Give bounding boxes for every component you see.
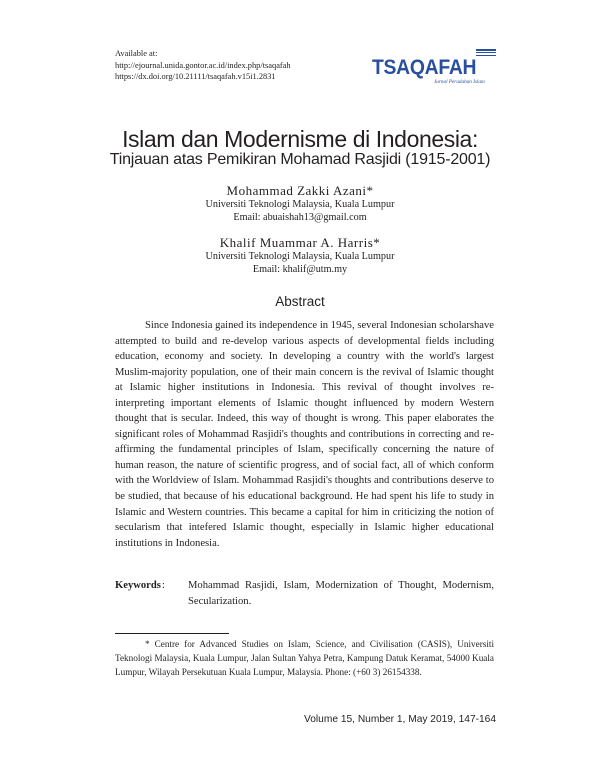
availability-block — [115, 48, 291, 83]
author-affiliation: Universiti Teknologi Malaysia, Kuala Lumpur — [205, 199, 395, 210]
logo-stripes-icon — [476, 49, 496, 58]
author-name: Mohammad Zakki Azani* — [226, 183, 374, 198]
logo-text: TSAQAFAH — [372, 55, 477, 79]
abstract-heading: Abstract — [275, 294, 325, 309]
journal-logo — [372, 49, 500, 89]
footnote: * Centre for Advanced Studies on Islam, Science, and Civilisation (CASIS), Universiti Teknologi Malaysia, Kuala Lumpur, Jalan Sultan Yahya Petra, Kampung Datuk Keramat, 54000 Kuala Lumpur, Wilayah Persekutuan Kuala Lumpur, Malaysia. Phone: (+60 3) 26154338. — [115, 639, 494, 677]
keywords-label: Keywords — [115, 580, 161, 591]
abstract-body: Since Indonesia gained its independence in 1945, several Indonesian scholarshave attempted to build and re-develop various aspects of developmental fields including education, economy and society. In developing a country with the world's largest Muslim-majority population, one of their main concern is the revival of Islamic thought at Islamic higher institutions in Indonesia. This revival of thought involves re-interpreting important elements of Islamic thought influenced by modern Western thought that is secular. Indeed, this way of thought is wrong. This paper elaborates the significant roles of Mohammad Rasjidi's thoughts and contributions in correcting and re-affirming the fundamental principles of Islam, specifically concerning the nature of human reason, the nature of scientific progress, and of social fact, all of which conform with the Worldview of Islam. Mohammad Rasjidi's thoughts and contributions deserve to be studied, that because of his educational background. He had spent his life to study in Islamic and Western countries. This became a capital for him in criticizing the notion of secularism that intefered Islamic thought, especially in Islamic higher educational institutions in Indonesia. — [115, 320, 494, 549]
author-email[interactable]: Email: abuaishah13@gmail.com — [233, 211, 367, 223]
author-name: Khalif Muammar A. Harris* — [219, 235, 381, 250]
available-at-label: Available at: — [115, 49, 158, 58]
logo-subtitle: Jurnal Peradaban Islam — [434, 79, 485, 85]
keywords-colon: : — [162, 580, 165, 591]
keywords-text: Mohammad Rasjidi, Islam, Modernization of Thought, Modernism, Secularization. — [188, 580, 494, 607]
footnote-divider — [115, 633, 229, 634]
author-affiliation: Universiti Teknologi Malaysia, Kuala Lumpur — [205, 251, 395, 262]
author-email[interactable]: Email: khalif@utm.my — [252, 263, 348, 275]
author-block-2 — [0, 235, 600, 276]
paper-title: Islam dan Modernisme di Indonesia: — [122, 126, 478, 152]
author-block-1 — [0, 183, 600, 224]
journal-url-link[interactable]: http://ejournal.unida.gontor.ac.id/index.php/tsaqafah — [115, 60, 291, 70]
paper-subtitle: Tinjauan atas Pemikiran Mohamad Rasjidi (1915-2001) — [109, 151, 491, 168]
volume-info: Volume 15, Number 1, May 2019, 147-164 — [304, 714, 496, 725]
doi-link[interactable]: https://dx.doi.org/10.21111/tsaqafah.v15i1.2831 — [115, 72, 276, 82]
